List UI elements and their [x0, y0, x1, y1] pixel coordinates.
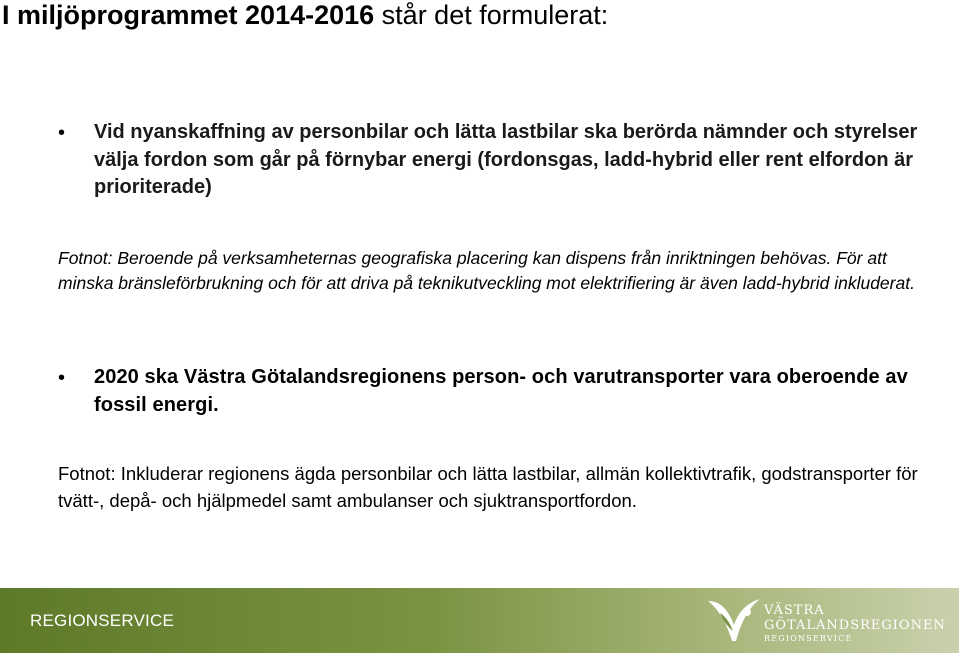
footnote-1: Fotnot: Beroende på verksamheternas geografiska placering kan dispens från inriktningen behövas. För att minska bränsleförbrukning och för att driva på teknikutveckling mot elektrifiering är även ladd-hybrid inkluderat. [58, 248, 915, 293]
bullet-marker: • [58, 367, 66, 389]
logo-text-line1: VÄSTRA [764, 603, 825, 618]
bullet-item-1 [58, 119, 938, 209]
slide-title-rest: står det formulerat: [374, 0, 609, 30]
bullet-text [94, 119, 934, 202]
bullet-item-2 [58, 364, 938, 424]
slide-title-bold: I miljöprogrammet 2014-2016 [2, 0, 375, 30]
footer-label: REGIONSERVICE [30, 611, 174, 630]
bullet-text-content: Vid nyanskaffning av personbilar och lätta lastbilar ska berörda nämnder och styrelser välja fordon som går på förnybar energi (fordonsgas, ladd-hybrid eller rent elfordon är prioriterade) [94, 121, 918, 198]
logo-text-line2: GÖTALANDSREGIONEN [764, 618, 946, 633]
organization-logo [706, 593, 946, 651]
logo-text-line3: REGIONSERVICE [764, 634, 853, 643]
bullet-text: 2020 ska Västra Götalandsregionens person- och varutransporter vara oberoende av fossil energi. [94, 366, 908, 416]
footer-bar [0, 588, 959, 653]
slide-title [2, 0, 608, 30]
bullet-marker: • [58, 122, 66, 144]
footnote-2: Fotnot: Inkluderar regionens ägda personbilar och lätta lastbilar, allmän kollektivtrafik, godstransporter för tvätt-, depå- och hjälpmedel samt ambulanser och sjuktransportfordon. [58, 463, 918, 511]
vgr-logo-icon [706, 595, 762, 647]
